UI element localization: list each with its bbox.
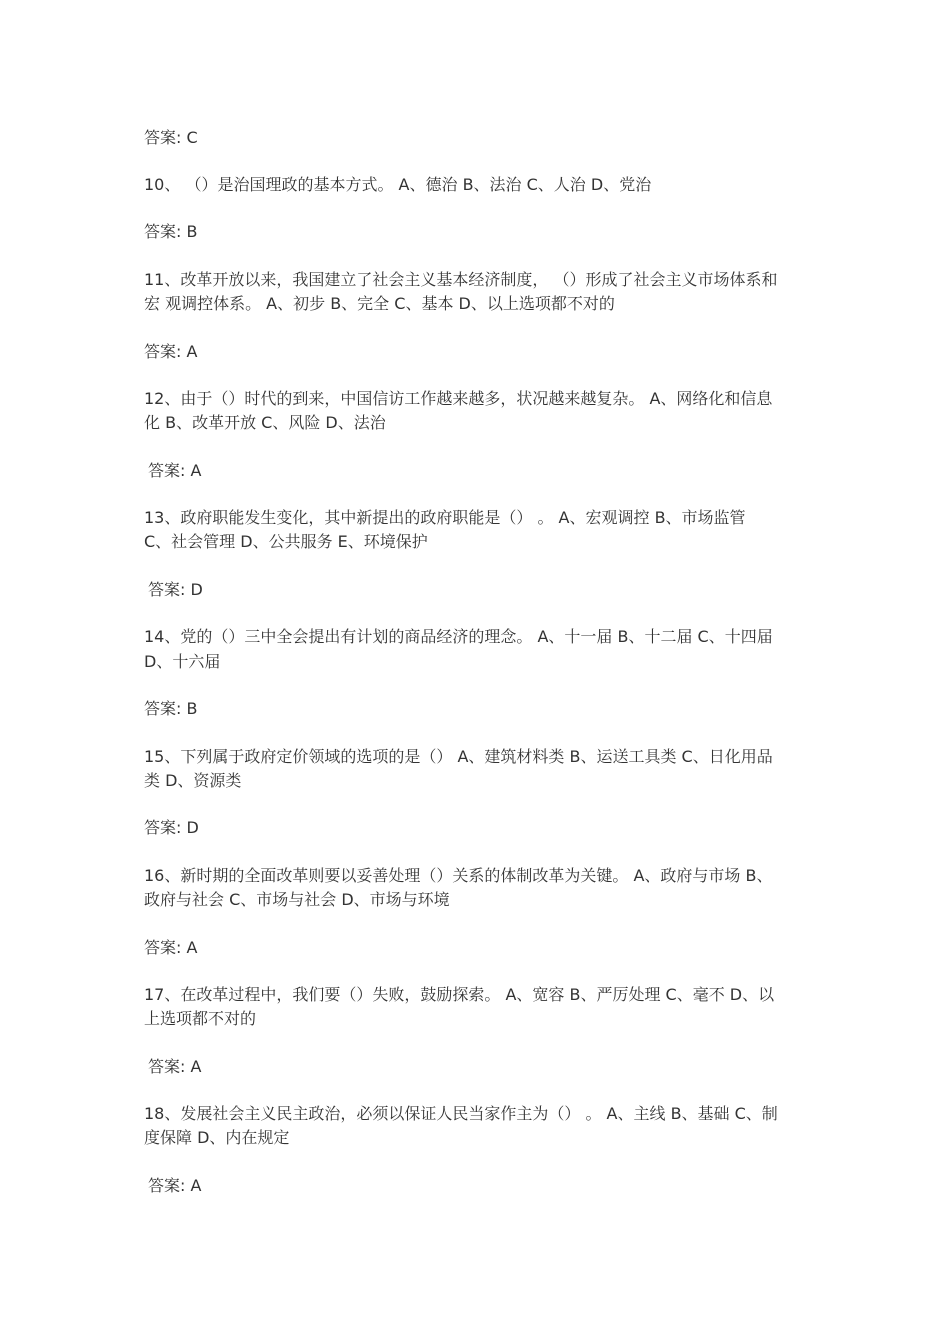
question-11-line-2: 宏 观调控体系。 A、初步 B、完全 C、基本 D、以上选项都不对的 [144, 294, 615, 313]
question-13-line-1: 13、政府职能发生变化，其中新提出的政府职能是（） 。 A、宏观调控 B、市场监管 [144, 508, 746, 527]
question-13-line-2: C、社会管理 D、公共服务 E、环境保护 [144, 532, 428, 551]
question-12-line-2: 化 B、改革开放 C、风险 D、法治 [144, 413, 386, 432]
question-17-line-2: 上选项都不对的 [144, 1009, 257, 1028]
answer-line: 答案: B [144, 699, 198, 718]
answer-line: 答案: C [144, 128, 198, 147]
question-10-line-1: 10、 （）是治国理政的基本方式。 A、德治 B、法治 C、人治 D、党治 [144, 175, 652, 194]
question-15-line-2: 类 D、资源类 [144, 771, 242, 790]
question-12-line-1: 12、由于（）时代的到来，中国信访工作越来越多，状况越来越复杂。 A、网络化和信息 [144, 389, 773, 408]
question-15-line-1: 15、下列属于政府定价领域的选项的是（） A、建筑材料类 B、运送工具类 C、日化用品 [144, 747, 773, 766]
answer-line: 答案: A [148, 1176, 202, 1195]
answer-line: 答案: A [144, 938, 198, 957]
question-16-line-1: 16、新时期的全面改革则要以妥善处理（）关系的体制改革为关键。 A、政府与市场 B、 [144, 866, 773, 885]
question-18-line-1: 18、发展社会主义民主政治，必须以保证人民当家作主为（） 。 A、主线 B、基础 C、制 [144, 1104, 778, 1123]
answer-line: 答案: A [148, 1057, 202, 1076]
question-14-line-2: D、十六届 [144, 652, 221, 671]
question-11-line-1: 11、改革开放以来，我国建立了社会主义基本经济制度， （）形成了社会主义市场体系和 [144, 270, 778, 289]
question-16-line-2: 政府与社会 C、市场与社会 D、市场与环境 [144, 890, 450, 909]
answer-line: 答案: B [144, 222, 198, 241]
answer-line: 答案: A [148, 461, 202, 480]
answer-line: 答案: D [148, 580, 203, 599]
answer-line: 答案: D [144, 818, 199, 837]
question-14-line-1: 14、党的（）三中全会提出有计划的商品经济的理念。 A、十一届 B、十二届 C、十四届 [144, 627, 773, 646]
question-17-line-1: 17、在改革过程中，我们要（）失败，鼓励探索。 A、宽容 B、严厉处理 C、毫不 D、以 [144, 985, 775, 1004]
answer-line: 答案: A [144, 342, 198, 361]
question-18-line-2: 度保障 D、内在规定 [144, 1128, 290, 1147]
